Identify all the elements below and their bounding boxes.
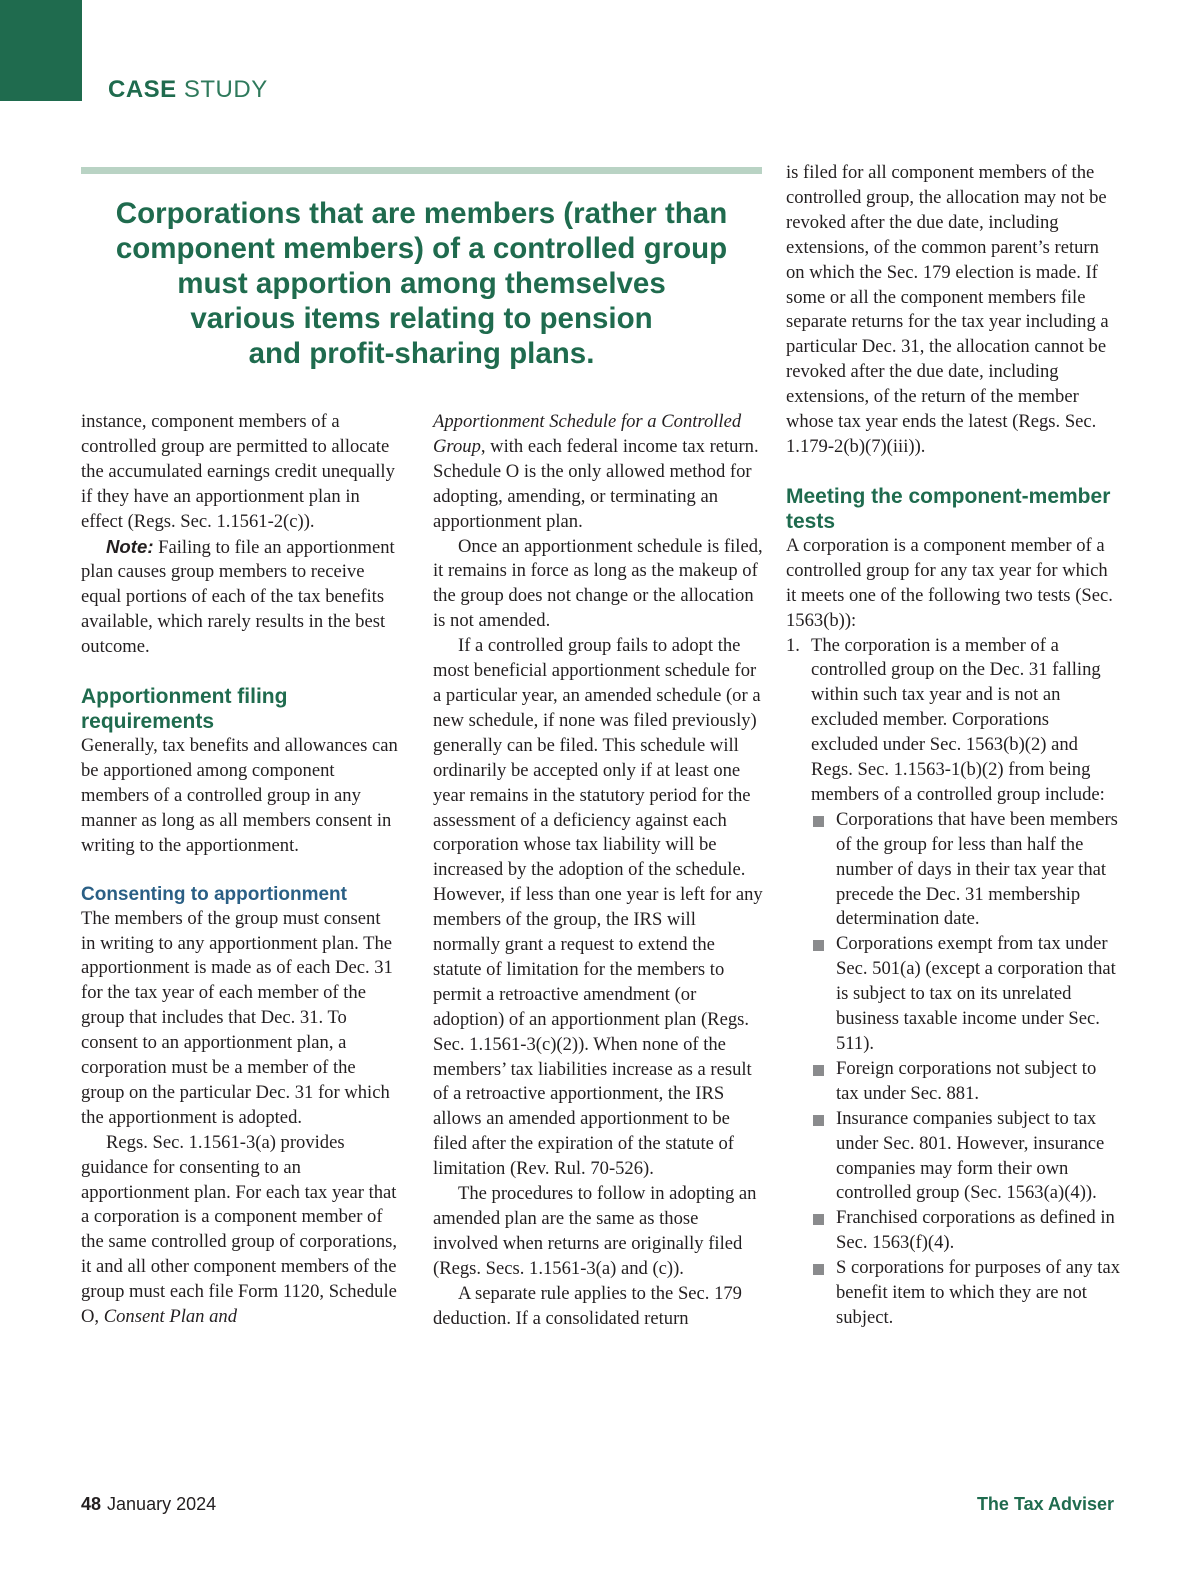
bullet-text: S corporations for purposes of any tax benefit item to which they are not subject.	[836, 1257, 1121, 1328]
subsection-heading: Consenting to apportionment	[81, 883, 347, 905]
numbered-list-item	[786, 634, 1120, 1331]
pull-quote-line: Corporations that are members (rather than	[115, 197, 728, 230]
square-bullet-icon	[813, 1115, 824, 1126]
paragraph: The members of the group must consent in writing to any apportionment plan. The apportionment is made as of each Dec. 31 for the tax year of each member of the group that includes that Dec. 31. To consent to an apportionment plan, a corporation must be a member of the group on the particular Dec. 31 for which the apportionment is adopted.	[81, 907, 393, 1128]
note-label: Note:	[106, 535, 154, 557]
form-title-italic: Consent Plan and	[103, 1306, 237, 1328]
page-footer-left	[81, 1494, 216, 1515]
pull-quote-line: and profit-sharing plans.	[248, 337, 595, 370]
column-middle	[433, 410, 763, 1332]
bullet-item	[811, 1206, 1120, 1256]
bullet-text: Franchised corporations as defined in Sec. 1563(f)(4).	[836, 1207, 1115, 1254]
section-label	[108, 76, 268, 104]
paragraph: is filed for all component members of the controlled group, the allocation may not be revoked after the due date, including extensions, of the common parent’s return on which the Sec. 179 election is made. If some or all the component members file separate returns for the tax year including a particular Dec. 31, the allocation cannot be revoked after the due date, including extensions, of the return of the member whose tax year ends the latest (Regs. Sec. 1.179-2(b)(7)(iii)).	[786, 162, 1109, 457]
paragraph: Once an apportionment schedule is filed, it remains in force as long as the makeup of the group does not change or the allocation is not amended.	[433, 535, 763, 632]
form-title-italic: Apportionment Schedule for a Controlled Group	[433, 411, 742, 457]
square-bullet-icon	[813, 940, 824, 951]
bullet-item	[811, 1256, 1120, 1331]
pull-quote	[81, 196, 762, 371]
list-number: 1.	[786, 634, 800, 656]
pull-quote-line: various items relating to pension	[190, 302, 653, 335]
publication-name: The Tax Adviser	[976, 1494, 1114, 1514]
bullet-text: Corporations that have been members of the group for less than half the number of days in their tax year that precede the Dec. 31 membership determination date.	[836, 808, 1118, 930]
column-left	[81, 410, 399, 1330]
note-paragraph	[81, 535, 399, 661]
bullet-text: Insurance companies subject to tax under Sec. 801. However, insurance companies may form their own controlled group (Sec. 1563(a)(4)).	[836, 1107, 1105, 1204]
pull-quote-line: component members) of a controlled group	[115, 232, 728, 265]
paragraph: If a controlled group fails to adopt the most beneficial apportionment schedule for a particular year, an amended schedule (or a new schedule, if none was filed previously) generally can be filed. This schedule will ordinarily be accepted only if at least one year remains in the statutory period for the assessment of a deficiency against each corporation whose tax liability will be increased by the adoption of the schedule. However, if less than one year is left for any members of the group, the IRS will normally grant a request to extend the statute of limitation for the members to permit a retroactive amendment (or adoption) of an apportionment plan (Regs. Sec. 1.1561-3(c)(2)). When none of the members’ tax liabilities increase as a result of a retroactive apportionment, the IRS allows an amended apportionment to be filed after the expiration of the statute of limitation (Rev. Rul. 70-526).	[433, 635, 763, 1180]
pull-quote-rule	[81, 167, 762, 174]
issue-date: January 2024	[107, 1494, 217, 1514]
square-bullet-icon	[813, 1214, 824, 1225]
paragraph: instance, component members of a controlled group are permitted to allocate the accumulated earnings credit unequally if they have an apportionment plan in effect (Regs. Sec. 1.1561-2(c)).	[81, 411, 395, 532]
paragraph	[81, 1131, 399, 1330]
list-item-text: The corporation is a member of a controlled group on the Dec. 31 falling within such tax year and is not an excluded member. Corporations excluded under Sec. 1563(b)(2) and Regs. Sec. 1.1563-1(b)(2) from being members of a controlled group include:	[811, 634, 1105, 805]
section-heading: Apportionment filing requirements	[81, 685, 288, 734]
bullet-item	[811, 1107, 1120, 1207]
corner-color-block	[0, 0, 82, 101]
section-label-strong: CASE	[108, 76, 177, 103]
page-number: 48	[81, 1494, 102, 1514]
bullet-list	[811, 808, 1120, 1331]
paragraph-text: , with each federal income tax return. Schedule O is the only allowed method for adopting, amending, or terminating an apportionment plan.	[433, 435, 759, 532]
section-heading: Meeting the component-member tests	[786, 484, 1111, 533]
square-bullet-icon	[813, 1264, 824, 1275]
numbered-list	[786, 634, 1120, 1331]
paragraph: A corporation is a component member of a controlled group for any tax year for which it meets one of the following two tests (Sec. 1563(b)):	[786, 534, 1113, 631]
paragraph: A separate rule applies to the Sec. 179 deduction. If a consolidated return	[433, 1282, 742, 1329]
bullet-text: Foreign corporations not subject to tax under Sec. 881.	[836, 1057, 1097, 1104]
bullet-item	[811, 808, 1120, 933]
note-text: Failing to file an apportionment plan causes group members to receive equal portions of each of the tax benefits available, which rarely results in the best outcome.	[81, 536, 395, 658]
bullet-item	[811, 1057, 1120, 1107]
column-right	[786, 161, 1120, 1331]
paragraph: The procedures to follow in adopting an amended plan are the same as those involved when returns are originally filed (Regs. Secs. 1.1561-3(a) and (c)).	[433, 1183, 757, 1279]
bullet-item	[811, 932, 1120, 1057]
square-bullet-icon	[813, 816, 824, 827]
paragraph	[433, 410, 763, 535]
paragraph-text: Regs. Sec. 1.1561-3(a) provides guidance for consenting to an apportionment plan. For each tax year that a corporation is a component member of the same controlled group of corporations, it and all other component members of the group must each file Form 1120, Schedule O,	[81, 1131, 398, 1328]
square-bullet-icon	[813, 1065, 824, 1076]
pull-quote-line: must apportion among themselves	[177, 267, 666, 300]
bullet-text: Corporations exempt from tax under Sec. 501(a) (except a corporation that is subject to tax on its unrelated business taxable income under Sec. 511).	[836, 933, 1116, 1054]
section-label-light: STUDY	[183, 76, 268, 103]
paragraph: Generally, tax benefits and allowances can be apportioned among component members of a controlled group in any manner as long as all members consent in writing to the apportionment.	[81, 735, 398, 856]
